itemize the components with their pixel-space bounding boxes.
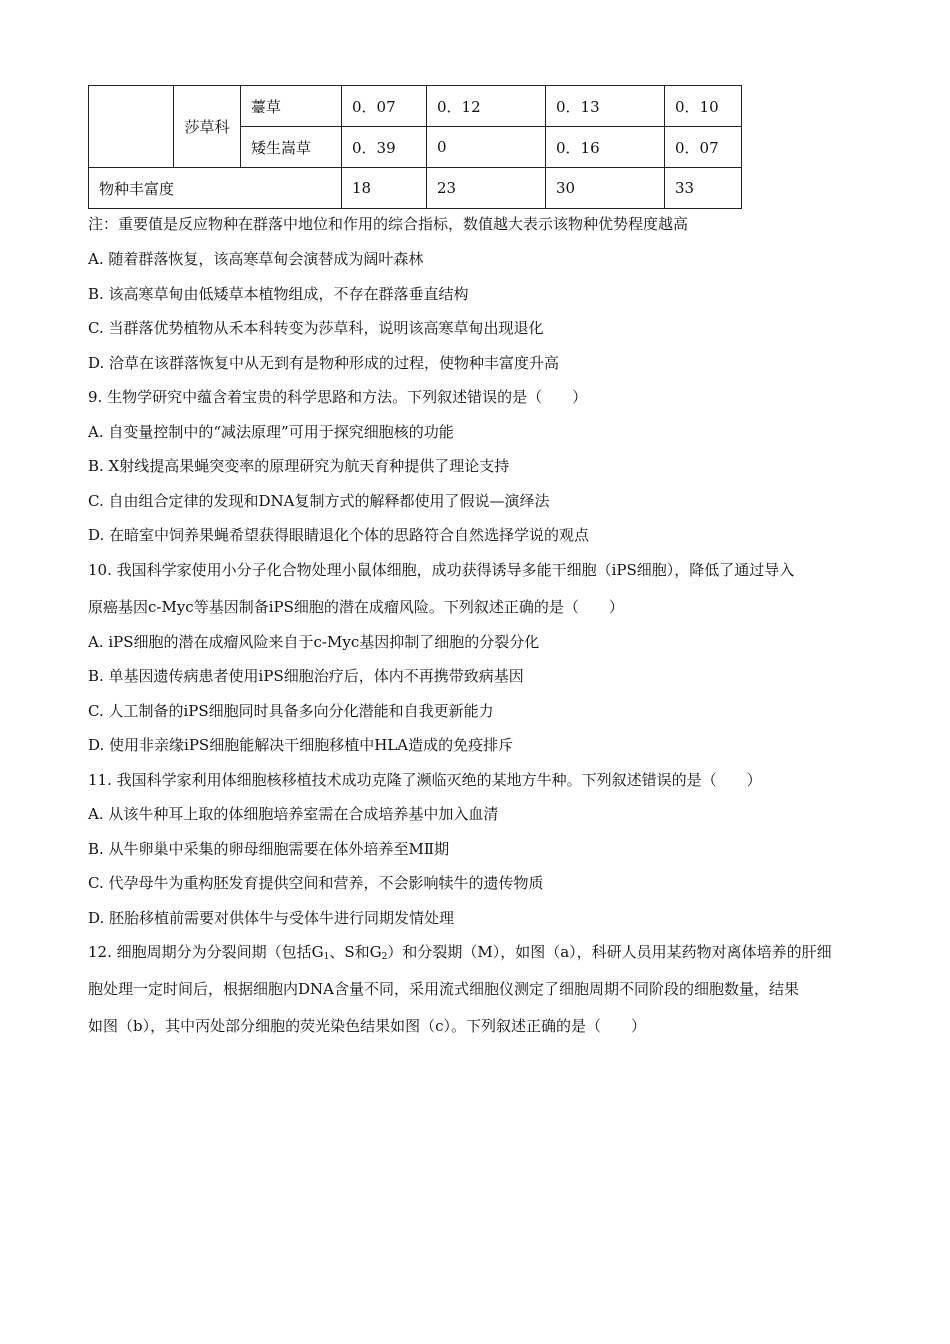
q11-option-d: D. 胚胎移植前需要对供体牛与受体牛进行同期发情处理 bbox=[88, 909, 455, 927]
q9-option-d: D. 在暗室中饲养果蝇希望获得眼睛退化个体的思路符合自然选择学说的观点 bbox=[88, 526, 590, 544]
value-cell: 0．39 bbox=[342, 127, 427, 168]
q12-stem-part-b: 、S和G bbox=[329, 943, 382, 961]
q11-option-a: A. 从该牛种耳上取的体细胞培养室需在合成培养基中加入血清 bbox=[88, 805, 499, 823]
q12-subscript-1: 1 bbox=[323, 952, 330, 962]
q12-stem-line1 bbox=[88, 942, 832, 967]
q11-option-b: B. 从牛卵巢中采集的卵母细胞需要在体外培养至MⅡ期 bbox=[88, 840, 450, 858]
q10-option-b: B. 单基因遗传病患者使用iPS细胞治疗后，体内不再携带致病基因 bbox=[88, 667, 524, 685]
q9-option-c: C. 自由组合定律的发现和DNA复制方式的解释都使用了假说—演绎法 bbox=[88, 492, 550, 510]
q9-option-a: A. 自变量控制中的“减法原理”可用于探究细胞核的功能 bbox=[88, 423, 454, 441]
q12-stem-line2: 胞处理一定时间后，根据细胞内DNA含量不同，采用流式细胞仪测定了细胞周期不同阶段的细胞数量，结果 bbox=[88, 980, 799, 998]
q12-stem-part-c: ）和分裂期（M），如图（a），科研人员用某药物对离体培养的肝细 bbox=[387, 943, 832, 961]
value-cell: 0．16 bbox=[546, 127, 665, 168]
q11-option-c: C. 代孕母牛为重构胚发育提供空间和营养，不会影响犊牛的遗传物质 bbox=[88, 874, 544, 892]
species-cell: 矮生嵩草 bbox=[241, 127, 342, 168]
table-row bbox=[89, 86, 742, 127]
richness-value-cell: 30 bbox=[546, 168, 665, 209]
q10-option-c: C. 人工制备的iPS细胞同时具备多向分化潜能和自我更新能力 bbox=[88, 702, 494, 720]
value-cell: 0．13 bbox=[546, 86, 665, 127]
q12-stem-part-a: 12. 细胞周期分为分裂间期（包括G bbox=[88, 943, 324, 961]
richness-value-cell: 18 bbox=[342, 168, 427, 209]
q12-subscript-2: 2 bbox=[381, 952, 388, 962]
value-cell: 0．07 bbox=[342, 86, 427, 127]
q11-stem: 11. 我国科学家利用体细胞核移植技术成功克隆了濒临灭绝的某地方牛种。下列叙述错误的是（ ） bbox=[88, 771, 762, 789]
q8-option-d: D. 洽草在该群落恢复中从无到有是物种形成的过程，使物种丰富度升高 bbox=[88, 354, 560, 372]
empty-category-cell bbox=[89, 86, 174, 168]
richness-value-cell: 23 bbox=[427, 168, 546, 209]
value-cell: 0．07 bbox=[665, 127, 742, 168]
table-row bbox=[89, 168, 742, 209]
table-note: 注：重要值是反应物种在群落中地位和作用的综合指标，数值越大表示该物种优势程度越高 bbox=[88, 215, 689, 233]
value-cell: 0．10 bbox=[665, 86, 742, 127]
family-cell: 莎草科 bbox=[174, 86, 241, 168]
q8-option-b: B. 该高寒草甸由低矮草本植物组成，不存在群落垂直结构 bbox=[88, 285, 469, 303]
richness-value-cell: 33 bbox=[665, 168, 742, 209]
q10-option-d: D. 使用非亲缘iPS细胞能解决干细胞移植中HLA造成的免疫排斥 bbox=[88, 736, 514, 754]
q8-option-c: C. 当群落优势植物从禾本科转变为莎草科，说明该高寒草甸出现退化 bbox=[88, 319, 544, 337]
q8-option-a: A. 随着群落恢复，该高寒草甸会演替成为阔叶森林 bbox=[88, 250, 424, 268]
value-cell: 0．12 bbox=[427, 86, 546, 127]
q12-stem-line3: 如图（b），其中丙处部分细胞的荧光染色结果如图（c）。下列叙述正确的是（ ） bbox=[88, 1017, 647, 1035]
q10-stem-line2: 原癌基因c-Myc等基因制备iPS细胞的潜在成瘤风险。下列叙述正确的是（ ） bbox=[88, 598, 624, 616]
q10-option-a: A. iPS细胞的潜在成瘤风险来自于c-Myc基因抑制了细胞的分裂分化 bbox=[88, 633, 540, 651]
q10-stem-line1: 10. 我国科学家使用小分子化合物处理小鼠体细胞，成功获得诱导多能干细胞（iPS细胞），降低了通过导入 bbox=[88, 561, 795, 579]
q9-stem: 9. 生物学研究中蕴含着宝贵的科学思路和方法。下列叙述错误的是（ ） bbox=[88, 388, 588, 406]
species-cell: 薹草 bbox=[241, 86, 342, 127]
richness-label-cell: 物种丰富度 bbox=[89, 168, 342, 209]
species-importance-table bbox=[88, 85, 742, 209]
value-cell: 0 bbox=[427, 127, 546, 168]
q9-option-b: B. X射线提高果蝇突变率的原理研究为航天育种提供了理论支持 bbox=[88, 457, 510, 475]
